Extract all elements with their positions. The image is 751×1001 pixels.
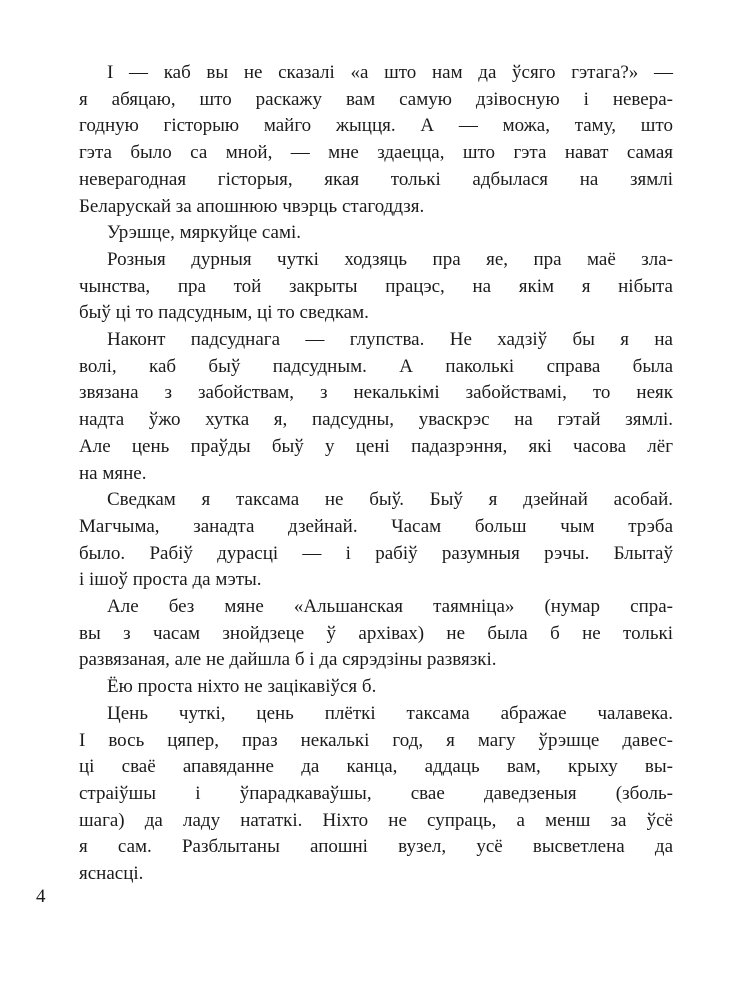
text-line: Але без мяне «Альшанская таямніца» (нумар спра-	[107, 596, 673, 618]
paragraph	[79, 594, 673, 674]
text-line: Розныя дурныя чуткі ходзяць пра яе, пра маё зла-	[107, 248, 673, 270]
paragraph	[79, 674, 673, 701]
text-line: Магчыма, занадта дзейнай. Часам больш чым трэба	[79, 515, 673, 537]
page-number: 4	[36, 886, 46, 907]
text-line: было. Рабіў дурасці — і рабіў разумныя рэчы. Блытаў	[79, 542, 673, 564]
text-line: волі, каб быў падсудным. А паколькі справа была	[79, 355, 673, 377]
text-line: Ёю проста ніхто не зацікавіўся б.	[107, 676, 377, 698]
text-line: Урэшце, мяркуйце самі.	[107, 222, 302, 244]
paragraph	[79, 487, 673, 594]
text-line: я абяцаю, што раскажу вам самую дзівосную і невера-	[79, 88, 673, 110]
text-line: неверагодная гісторыя, якая толькі адбылася на зямлі	[79, 168, 673, 190]
text-line: шага) да ладу нататкі. Ніхто не супраць, а менш за ўсё	[79, 809, 673, 831]
text-line: я сам. Разблытаны апошні вузел, усё высветлена да	[79, 836, 673, 858]
paragraph	[79, 247, 673, 327]
text-line: Сведкам я таксама не быў. Быў я дзейнай асобай.	[107, 489, 673, 511]
text-line: звязана з забойствам, з некалькімі забойствамі, то неяк	[79, 382, 673, 404]
paragraph	[79, 701, 673, 888]
text-line: гэта было са мной, — мне здаецца, што гэта нават самая	[79, 142, 673, 164]
body-text	[79, 60, 673, 888]
text-line: надта ўжо хутка я, падсудны, уваскрэс на гэтай зямлі.	[79, 409, 673, 431]
text-line: яснасці.	[79, 863, 144, 885]
text-line: Наконт падсуднага — глупства. Не хадзіў бы я на	[107, 329, 673, 351]
text-line: Але цень праўды быў у цені падазрэння, які часова лёг	[79, 435, 673, 457]
text-line: і ішоў проста да мэты.	[79, 569, 262, 591]
text-line: развязаная, але не дайшла б і да сярэдзіны развязкі.	[79, 649, 497, 671]
text-line: ці сваё апавяданне да канца, аддаць вам, крыху вы-	[79, 756, 673, 778]
text-line: чынства, пра той закрыты працэс, на якім я нібыта	[79, 275, 673, 297]
text-line: страіўшы і ўпарадкаваўшы, свае даведзеныя (зболь-	[79, 782, 673, 804]
text-line: І — каб вы не сказалі «а што нам да ўсяго гэтага?» —	[107, 62, 673, 83]
text-line: Беларускай за апошнюю чвэрць стагоддзя.	[79, 195, 425, 217]
paragraph	[79, 60, 673, 220]
text-line: Цень чуткі, цень плёткі таксама абражае чалавека.	[107, 702, 673, 724]
paragraph	[79, 220, 673, 247]
text-line: годную гісторыю майго жыцця. А — можа, таму, што	[79, 115, 673, 137]
text-line: вы з часам знойдзеце ў архівах) не была б не толькі	[79, 622, 673, 644]
text-line: быў ці то падсудным, ці то сведкам.	[79, 302, 369, 324]
paragraph	[79, 327, 673, 487]
text-line: на мяне.	[79, 462, 147, 484]
text-line: І вось цяпер, праз некалькі год, я магу ўрэшце давес-	[79, 729, 673, 751]
